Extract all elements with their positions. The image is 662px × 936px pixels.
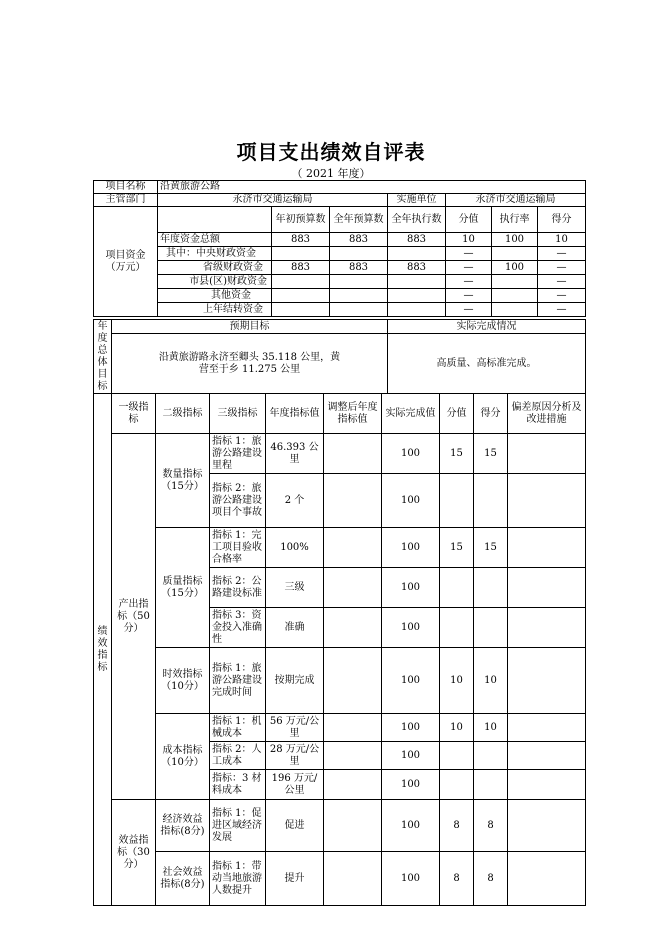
- indicator-target: 46.393 公里: [266, 434, 324, 474]
- table-row: [94, 434, 586, 474]
- timeliness-label: 时效指标（10分）: [156, 648, 210, 714]
- indicator-actual: 100: [382, 770, 440, 800]
- indicator-adjusted: [324, 800, 382, 852]
- dept-value: 永济市交通运输局: [158, 194, 388, 207]
- fund-rate: 100: [492, 233, 538, 247]
- funds-row: [94, 289, 586, 303]
- indicator-score-val: [440, 608, 474, 648]
- fund-name: 省级财政资金: [158, 261, 272, 275]
- indicator-analysis: [508, 800, 586, 852]
- indicator-score: 10: [474, 648, 508, 714]
- fund-exec: [388, 275, 446, 289]
- perf-header-l2: 二级指标: [156, 394, 210, 434]
- indicator-analysis: [508, 474, 586, 528]
- indicator-l3: 指标：3 材料成本: [210, 770, 266, 800]
- indicator-analysis: [508, 852, 586, 906]
- fund-init: [272, 247, 330, 261]
- table-row: [94, 714, 586, 742]
- indicator-actual: 100: [382, 800, 440, 852]
- funds-row: [94, 233, 586, 247]
- perf-header-score-val: 分值: [440, 394, 474, 434]
- indicator-actual: 100: [382, 568, 440, 608]
- fund-exec: [388, 247, 446, 261]
- indicator-l3: 指标 1：机械成本: [210, 714, 266, 742]
- fund-rate: [492, 275, 538, 289]
- goals-planned-text: 沿黄旅游路永济至卿头 35.118 公里，黄营至于乡 11.275 公里: [112, 334, 388, 394]
- indicator-score: [474, 742, 508, 770]
- perf-header-actual: 实际完成值: [382, 394, 440, 434]
- funds-row: [94, 275, 586, 289]
- fund-annual: [330, 247, 388, 261]
- fund-exec: 883: [388, 233, 446, 247]
- funds-header-exec: 全年执行数: [388, 207, 446, 233]
- indicator-score-val: 8: [440, 800, 474, 852]
- indicator-actual: 100: [382, 434, 440, 474]
- indicator-score: 8: [474, 852, 508, 906]
- indicator-score-val: [440, 568, 474, 608]
- perf-header-adjusted: 调整后年度指标值: [324, 394, 382, 434]
- impl-label: 实施单位: [388, 194, 446, 207]
- indicator-adjusted: [324, 568, 382, 608]
- social-label: 社会效益指标(8分): [156, 852, 210, 906]
- funds-header-init: 年初预算数: [272, 207, 330, 233]
- indicator-l3: 指标 2：人工成本: [210, 742, 266, 770]
- indicator-actual: 100: [382, 852, 440, 906]
- fund-init: 883: [272, 233, 330, 247]
- fund-name: 其中：中央财政资金: [158, 247, 272, 261]
- fund-rate: 100: [492, 261, 538, 275]
- indicator-target: 100%: [266, 528, 324, 568]
- project-name-value: 沿黄旅游公路: [158, 181, 586, 194]
- indicator-target: 2 个: [266, 474, 324, 528]
- indicator-score: [474, 608, 508, 648]
- output-label: 产出指标（50分）: [112, 434, 156, 800]
- indicator-actual: 100: [382, 742, 440, 770]
- indicator-l3: 指标 3：资金投入准确性: [210, 608, 266, 648]
- table-row: [94, 648, 586, 714]
- indicator-analysis: [508, 608, 586, 648]
- funds-row: [94, 247, 586, 261]
- fund-exec: [388, 289, 446, 303]
- indicator-analysis: [508, 770, 586, 800]
- goals-actual-text: 高质量、高标准完成。: [388, 334, 586, 394]
- indicator-score: [474, 568, 508, 608]
- funds-row: [94, 303, 586, 317]
- table-row: [94, 528, 586, 568]
- fund-exec: 883: [388, 261, 446, 275]
- project-name-label: 项目名称: [94, 181, 158, 194]
- indicator-l3: 指标 1：旅游公路建设完成时间: [210, 648, 266, 714]
- indicator-adjusted: [324, 714, 382, 742]
- funds-header-annual: 全年预算数: [330, 207, 388, 233]
- indicator-adjusted: [324, 648, 382, 714]
- perf-label: 绩效指标: [94, 394, 112, 906]
- indicator-l3: 指标 1：促进区域经济发展: [210, 800, 266, 852]
- funds-header-rate: 执行率: [492, 207, 538, 233]
- economic-label: 经济效益指标(8分): [156, 800, 210, 852]
- benefit-label: 效益指标（30分）: [112, 800, 156, 906]
- fund-init: [272, 289, 330, 303]
- indicator-target: 准确: [266, 608, 324, 648]
- funds-table: [93, 180, 586, 317]
- cost-label: 成本指标（10分）: [156, 714, 210, 800]
- indicator-score: 8: [474, 800, 508, 852]
- indicator-analysis: [508, 742, 586, 770]
- indicator-target: 三级: [266, 568, 324, 608]
- fund-rate: [492, 303, 538, 317]
- funds-header-score: 得分: [538, 207, 586, 233]
- indicator-score-val: 10: [440, 648, 474, 714]
- fund-name: 年度资金总额: [158, 233, 272, 247]
- fund-score-val: —: [446, 247, 492, 261]
- goals-table: [93, 319, 586, 394]
- impl-value: 永济市交通运输局: [446, 194, 586, 207]
- indicator-target: 56 万元/公里: [266, 714, 324, 742]
- indicator-target: 提升: [266, 852, 324, 906]
- fund-score: —: [538, 275, 586, 289]
- indicator-analysis: [508, 714, 586, 742]
- indicator-adjusted: [324, 852, 382, 906]
- goals-actual-header: 实际完成情况: [388, 320, 586, 334]
- indicator-actual: 100: [382, 608, 440, 648]
- fund-score-val: —: [446, 303, 492, 317]
- indicator-adjusted: [324, 742, 382, 770]
- fund-score-val: —: [446, 261, 492, 275]
- fund-score-val: —: [446, 275, 492, 289]
- report-year: （ 2021 年度）: [291, 167, 371, 180]
- funds-header-blank: [158, 207, 272, 233]
- fund-annual: [330, 303, 388, 317]
- perf-header-l1: 一级指标: [112, 394, 156, 434]
- indicator-l3: 指标 2：公路建设标准: [210, 568, 266, 608]
- indicator-score-val: 8: [440, 852, 474, 906]
- indicator-l3: 指标 1：完工项目验收合格率: [210, 528, 266, 568]
- indicator-score: 15: [474, 434, 508, 474]
- indicator-l3: 指标 2：旅游公路建设项目个事故: [210, 474, 266, 528]
- fund-score: —: [538, 303, 586, 317]
- fund-annual: 883: [330, 261, 388, 275]
- indicator-actual: 100: [382, 474, 440, 528]
- indicator-target: 196 万元/公里: [266, 770, 324, 800]
- indicator-target: 按期完成: [266, 648, 324, 714]
- indicator-score-val: [440, 742, 474, 770]
- fund-annual: [330, 275, 388, 289]
- indicator-score-val: 15: [440, 528, 474, 568]
- indicator-actual: 100: [382, 714, 440, 742]
- fund-score-val: 10: [446, 233, 492, 247]
- page-title: 项目支出绩效自评表: [236, 140, 426, 164]
- fund-annual: [330, 289, 388, 303]
- indicator-actual: 100: [382, 648, 440, 714]
- indicator-actual: 100: [382, 528, 440, 568]
- fund-score: 10: [538, 233, 586, 247]
- indicator-score: [474, 770, 508, 800]
- indicator-l3: 指标 1：带动当地旅游人数提升: [210, 852, 266, 906]
- indicator-score-val: 10: [440, 714, 474, 742]
- indicator-score-val: 15: [440, 434, 474, 474]
- indicator-l3: 指标 1：旅游公路建设里程: [210, 434, 266, 474]
- indicator-score: [474, 474, 508, 528]
- perf-header-l3: 三级指标: [210, 394, 266, 434]
- quantity-label: 数量指标（15分）: [156, 434, 210, 528]
- indicator-target: 促进: [266, 800, 324, 852]
- quality-label: 质量指标（15分）: [156, 528, 210, 648]
- table-row: [94, 800, 586, 852]
- fund-name: 其他资金: [158, 289, 272, 303]
- indicator-adjusted: [324, 434, 382, 474]
- fund-score: —: [538, 261, 586, 275]
- dept-label: 主管部门: [94, 194, 158, 207]
- fund-annual: 883: [330, 233, 388, 247]
- perf-header-score: 得分: [474, 394, 508, 434]
- indicator-analysis: [508, 434, 586, 474]
- table-row: [94, 852, 586, 906]
- fund-init: [272, 275, 330, 289]
- fund-score-val: —: [446, 289, 492, 303]
- fund-rate: [492, 247, 538, 261]
- indicator-adjusted: [324, 608, 382, 648]
- fund-name: 上年结转资金: [158, 303, 272, 317]
- fund-rate: [492, 289, 538, 303]
- goals-planned-header: 预期目标: [112, 320, 388, 334]
- indicator-score: 10: [474, 714, 508, 742]
- indicator-adjusted: [324, 528, 382, 568]
- indicator-analysis: [508, 568, 586, 608]
- funds-label: 项目资金（万元）: [94, 207, 158, 317]
- fund-init: [272, 303, 330, 317]
- indicator-analysis: [508, 648, 586, 714]
- indicator-score: 15: [474, 528, 508, 568]
- fund-score: —: [538, 289, 586, 303]
- funds-header-score-val: 分值: [446, 207, 492, 233]
- perf-header-analysis: 偏差原因分析及改进措施: [508, 394, 586, 434]
- indicator-target: 28 万元/公里: [266, 742, 324, 770]
- perf-header-target: 年度指标值: [266, 394, 324, 434]
- fund-name: 市县(区)财政资金: [158, 275, 272, 289]
- performance-table: [93, 393, 586, 906]
- goals-label: 年度总体目标: [94, 320, 112, 394]
- fund-init: 883: [272, 261, 330, 275]
- funds-row: [94, 261, 586, 275]
- fund-score: —: [538, 247, 586, 261]
- indicator-score-val: [440, 770, 474, 800]
- indicator-adjusted: [324, 474, 382, 528]
- fund-exec: [388, 303, 446, 317]
- indicator-score-val: [440, 474, 474, 528]
- indicator-analysis: [508, 528, 586, 568]
- indicator-adjusted: [324, 770, 382, 800]
